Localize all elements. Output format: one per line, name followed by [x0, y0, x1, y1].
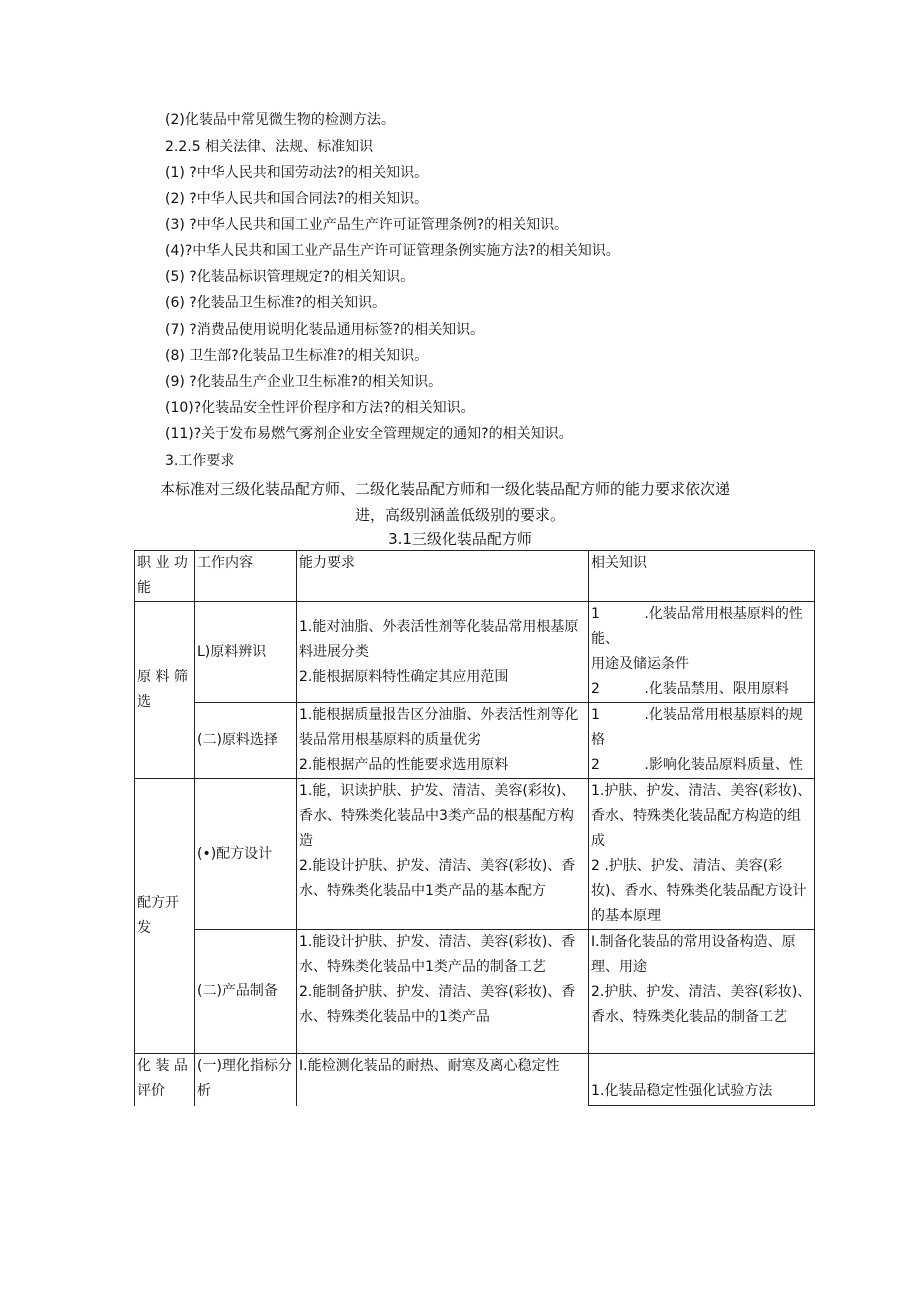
content-cell: (二)产品制备 — [195, 930, 297, 1054]
function-cell-cosmetic-evaluation: 化 装 品评价 — [135, 1054, 195, 1106]
law-item-8: (8) 卫生部?化装品卫生标准?的相关知识。 — [165, 348, 429, 364]
function-cell-formula-development: 配方开发 — [135, 779, 195, 1054]
law-item-5: (5) ?化装品标识管理规定?的相关知识。 — [165, 269, 415, 285]
intro-paragraph-line-2: 进，高级别涵盖低级别的要求。 — [354, 506, 565, 524]
ability-cell: I.能检测化装品的耐热、耐寒及离心稳定性 — [297, 1054, 589, 1106]
header-content: 工作内容 — [195, 551, 297, 602]
knowledge-cell: 1 .化装品常用根基原料的性能、 用途及储运条件 2 .化装品禁用、限用原料 — [589, 602, 815, 703]
header-knowledge: 相关知识 — [589, 551, 815, 602]
table-row — [135, 930, 815, 1054]
law-item-7: (7) ?消费品使用说明化装品通用标签?的相关知识。 — [165, 322, 485, 338]
law-item-2: (2) ?中华人民共和国合同法?的相关知识。 — [165, 191, 429, 207]
section-heading-laws: 2.2.5 相关法律、法规、标准知识 — [165, 139, 374, 155]
ability-cell: 1.能设计护肤、护发、清洁、美容(彩妆)、香水、特殊类化装品中1类产品的制备工艺 2.能制备护肤、护发、清洁、美容(彩妆)、香水、特殊类化装品中的1类产品 — [297, 930, 589, 1054]
table-title: 3.1三级化装品配方师 — [388, 530, 532, 548]
law-item-6: (6) ?化装品卫生标准?的相关知识。 — [165, 295, 387, 311]
intro-paragraph-line-1: 本标准对三级化装品配方师、二级化装品配方师和一级化装品配方师的能力要求依次递 — [160, 480, 731, 498]
law-item-10: (10)?化装品安全性评价程序和方法?的相关知识。 — [165, 400, 475, 416]
law-item-1: (1) ?中华人民共和国劳动法?的相关知识。 — [165, 165, 429, 181]
requirements-table — [134, 550, 815, 1106]
ability-cell: 1.能根据质量报告区分油脂、外表活性剂等化装品常用根基原料的质量优劣 2.能根据产品的性能要求选用原料 — [297, 703, 589, 779]
knowledge-cell: 1.护肤、护发、清洁、美容(彩妆)、香水、特殊类化装品配方构造的组成 2 .护肤、护发、清洁、美容(彩妆)、香水、特殊类化装品配方设计的基本原理 — [589, 779, 815, 930]
knowledge-cell: 1 .化装品常用根基原料的规格 2 .影响化装品原料质量、性 — [589, 703, 815, 779]
table-row — [135, 779, 815, 930]
knowledge-cell: 1.化装品稳定性强化试验方法 — [589, 1054, 815, 1106]
law-item-3: (3) ?中华人民共和国工业产品生产许可证管理条例?的相关知识。 — [165, 217, 569, 233]
law-item-4: (4)?中华人民共和国工业产品生产许可证管理条例实施方法?的相关知识。 — [165, 243, 620, 259]
ability-cell: 1.能对油脂、外表活性剂等化装品常用根基原料进展分类 2.能根据原料特性确定其应用范围 — [297, 602, 589, 703]
table-row — [135, 703, 815, 779]
text-line-micro-methods: (2)化装品中常见微生物的检测方法。 — [165, 112, 395, 128]
law-item-9: (9) ?化装品生产企业卫生标准?的相关知识。 — [165, 374, 443, 390]
function-cell-material-screening: 原 料 筛选 — [135, 602, 195, 779]
section-heading-work-requirements: 3.工作要求 — [165, 453, 235, 469]
header-ability: 能力要求 — [297, 551, 589, 602]
knowledge-cell: I.制备化装品的常用设备构造、原理、用途 2.护肤、护发、清洁、美容(彩妆)、香水、特殊类化装品的制备工艺 — [589, 930, 815, 1054]
table-header-row — [135, 551, 815, 602]
table-row — [135, 602, 815, 703]
content-cell: (一)理化指标分析 — [195, 1054, 297, 1106]
table-row — [135, 1054, 815, 1106]
content-cell: (•)配方设计 — [195, 779, 297, 930]
content-cell: (二)原料选择 — [195, 703, 297, 779]
law-item-11: (11)?关于发布易燃气雾剂企业安全管理规定的通知?的相关知识。 — [165, 426, 573, 442]
ability-cell: 1.能，识读护肤、护发、清洁、美容(彩妆)、香水、特殊类化装品中3类产品的根基配方构造 2.能设计护肤、护发、清洁、美容(彩妆)、香水、特殊类化装品中1类产品的基本配方 — [297, 779, 589, 930]
header-function: 职 业 功能 — [135, 551, 195, 602]
content-cell: L)原料辨识 — [195, 602, 297, 703]
